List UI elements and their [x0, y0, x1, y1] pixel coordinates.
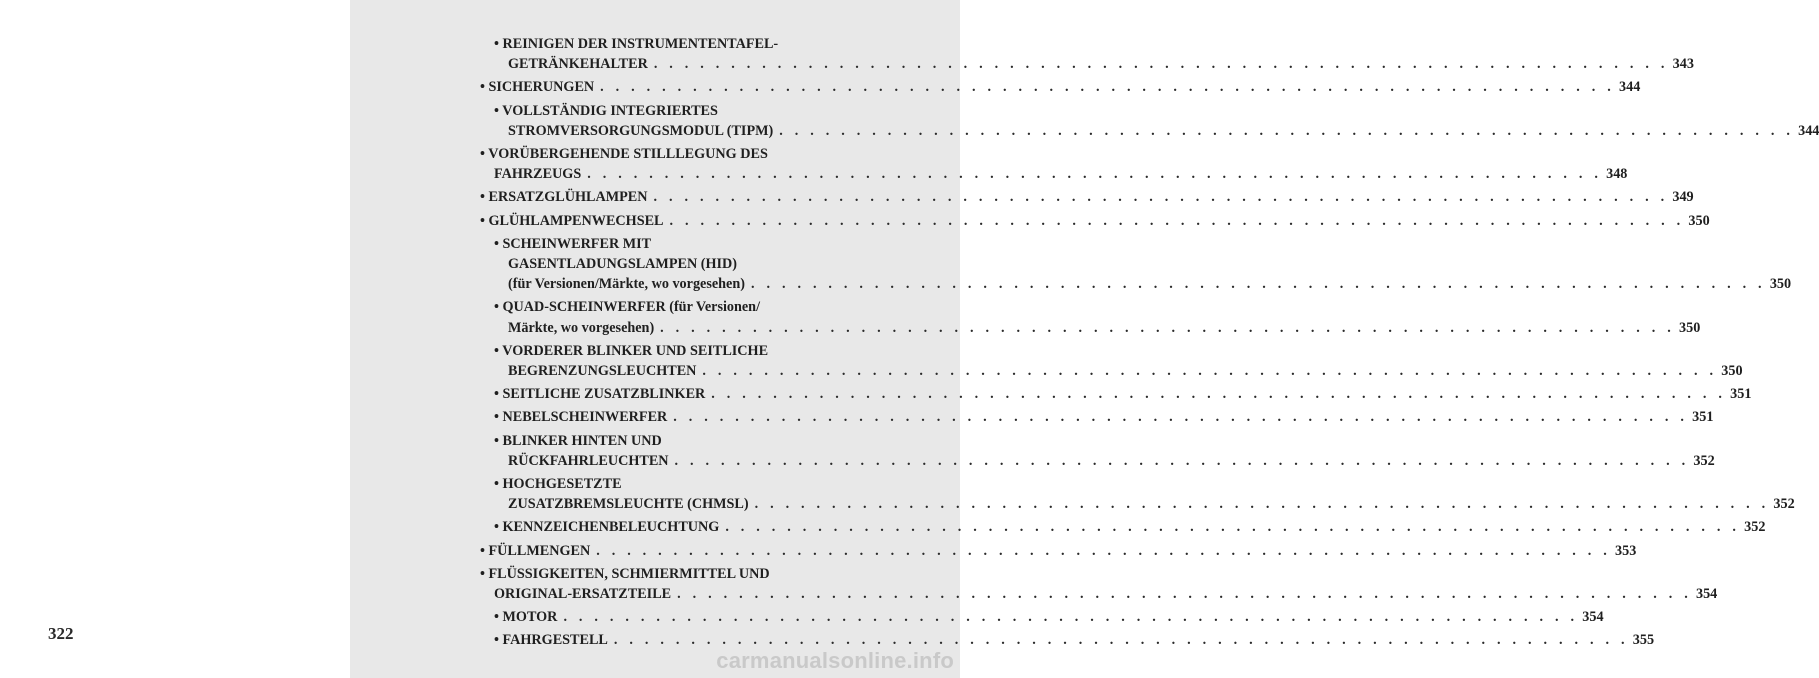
toc-entry — [494, 431, 1715, 471]
toc-page-number: 344 — [1798, 122, 1819, 139]
dot-leader: . . . . . . . . . . . . . . . . . . . . . . . . . . . . . . . . . . . . . . . . . . . . . . . . . . . . . . . . . . . . . . . . . . — [587, 166, 1603, 183]
dot-leader: . . . . . . . . . . . . . . . . . . . . . . . . . . . . . . . . . . . . . . . . . . . . . . . . . . . . . . . . . . . . . . . . . . — [750, 276, 1766, 293]
toc-entry-title: • FAHRGESTELL — [494, 632, 608, 649]
watermark: carmanualsonline.info — [716, 648, 954, 673]
table-of-contents — [480, 34, 1819, 654]
dot-leader: . . . . . . . . . . . . . . . . . . . . . . . . . . . . . . . . . . . . . . . . . . . . . . . . . . . . . . . . . . . . . . . . . . — [653, 189, 1669, 206]
toc-page-number: 348 — [1606, 166, 1628, 183]
dot-leader: . . . . . . . . . . . . . . . . . . . . . . . . . . . . . . . . . . . . . . . . . . . . . . . . . . . . . . . . . . . . . . . . . . — [702, 363, 1718, 380]
toc-entry-title: • MOTOR — [494, 609, 558, 626]
dot-leader: . . . . . . . . . . . . . . . . . . . . . . . . . . . . . . . . . . . . . . . . . . . . . . . . . . . . . . . . . . . . . . . . . . — [677, 586, 1692, 603]
toc-entry-title: GETRÄNKEHALTER — [508, 56, 648, 73]
toc-entry — [494, 101, 1819, 141]
toc-entry-last-line — [494, 451, 1715, 471]
toc-entry — [480, 187, 1694, 207]
toc-entry-last-line — [494, 361, 1743, 381]
toc-page-number: 352 — [1773, 496, 1795, 513]
dot-leader: . . . . . . . . . . . . . . . . . . . . . . . . . . . . . . . . . . . . . . . . . . . . . . . . . . . . . . . . . . . . . . . . . . — [653, 56, 1669, 73]
toc-page-number: 350 — [1769, 276, 1792, 293]
toc-entry — [494, 474, 1795, 514]
dot-leader: . . . . . . . . . . . . . . . . . . . . . . . . . . . . . . . . . . . . . . . . . . . . . . . . . . . . . . . . . . . . . . . . . . — [669, 212, 1685, 229]
page-number: 322 — [48, 624, 74, 643]
toc-entry-last-line — [494, 274, 1792, 294]
toc-entry-last-line — [480, 164, 1628, 184]
toc-entry-title: • ERSATZGLÜHLAMPEN — [480, 189, 648, 206]
toc-entry — [494, 384, 1752, 404]
toc-page-number: 352 — [1744, 519, 1766, 536]
toc-entry-title: ORIGINAL-ERSATZTEILE — [494, 586, 672, 603]
toc-entry-last-line — [480, 187, 1694, 207]
toc-entry — [480, 564, 1718, 604]
toc-entry-line: • VORDERER BLINKER UND SEITLICHE — [494, 342, 769, 359]
toc-entry-title: • SEITLICHE ZUSATZBLINKER — [494, 386, 706, 403]
toc-entry-last-line — [494, 607, 1604, 627]
dot-leader: . . . . . . . . . . . . . . . . . . . . . . . . . . . . . . . . . . . . . . . . . . . . . . . . . . . . . . . . . . . . . . . . . . — [711, 386, 1727, 403]
toc-entry — [494, 607, 1604, 627]
toc-entry-line: • BLINKER HINTEN UND — [494, 432, 662, 449]
toc-entry-line: • VORÜBERGEHENDE STILLLEGUNG DES — [480, 146, 768, 163]
toc-entry-last-line — [494, 318, 1701, 338]
toc-page-number: 350 — [1679, 319, 1701, 336]
left-page — [0, 0, 350, 678]
toc-entry — [480, 211, 1710, 231]
toc-page-number: 354 — [1695, 586, 1718, 603]
toc-entry — [494, 234, 1792, 295]
toc-page-number: 350 — [1688, 212, 1710, 229]
dot-leader: . . . . . . . . . . . . . . . . . . . . . . . . . . . . . . . . . . . . . . . . . . . . . . . . . . . . . . . . . . . . . . . . . . — [673, 409, 1689, 426]
toc-entry-last-line — [494, 494, 1795, 514]
dot-leader: . . . . . . . . . . . . . . . . . . . . . . . . . . . . . . . . . . . . . . . . . . . . . . . . . . . . . . . . . . . . . . . . . . — [674, 452, 1690, 469]
toc-entry-title: • GLÜHLAMPENWECHSEL — [480, 212, 664, 229]
toc-entry-title: STROMVERSORGUNGSMODUL (TIPM) — [508, 122, 774, 139]
dot-leader: . . . . . . . . . . . . . . . . . . . . . . . . . . . . . . . . . . . . . . . . . . . . . . . . . . . . . . . . . . . . . . . . . . — [725, 519, 1741, 536]
toc-entry-line: • REINIGEN DER INSTRUMENTENTAFEL- — [494, 36, 779, 52]
toc-entry — [494, 407, 1714, 427]
toc-entry-title: • NEBELSCHEINWERFER — [494, 409, 668, 426]
toc-entry-line: GASENTLADUNGSLAMPEN (HID) — [508, 256, 737, 273]
toc-page-number: 354 — [1582, 609, 1604, 626]
toc-entry-line: • SCHEINWERFER MIT — [494, 235, 652, 252]
toc-page-number: 355 — [1632, 632, 1655, 649]
toc-entry-last-line — [480, 211, 1710, 231]
toc-entry-line: • FLÜSSIGKEITEN, SCHMIERMITTEL UND — [480, 565, 770, 582]
toc-page-number: 344 — [1619, 79, 1641, 96]
toc-entry-title: RÜCKFAHRLEUCHTEN — [508, 452, 669, 469]
toc-entry — [480, 144, 1628, 184]
toc-page-number: 349 — [1672, 189, 1694, 206]
toc-entry-title: BEGRENZUNGSLEUCHTEN — [508, 363, 697, 380]
toc-entry-last-line — [494, 384, 1752, 404]
toc-page-number: 351 — [1692, 409, 1714, 426]
toc-entry-line: • VOLLSTÄNDIG INTEGRIERTES — [494, 102, 718, 119]
toc-page-number: 350 — [1721, 363, 1743, 380]
toc-entry-last-line — [494, 121, 1819, 141]
toc-entry-last-line — [480, 77, 1641, 97]
toc-entry-title: • SICHERUNGEN — [480, 79, 595, 96]
toc-entry-last-line — [494, 54, 1694, 74]
dot-leader: . . . . . . . . . . . . . . . . . . . . . . . . . . . . . . . . . . . . . . . . . . . . . . . . . . . . . . . . . . . . . . . . . . — [563, 609, 1579, 626]
toc-entry — [494, 341, 1743, 381]
toc-entry-last-line — [480, 584, 1718, 604]
dot-leader: . . . . . . . . . . . . . . . . . . . . . . . . . . . . . . . . . . . . . . . . . . . . . . . . . . . . . . . . . . . . . . . . . . — [600, 79, 1615, 96]
dot-leader: . . . . . . . . . . . . . . . . . . . . . . . . . . . . . . . . . . . . . . . . . . . . . . . . . . . . . . . . . . . . . . . . . . — [596, 542, 1612, 559]
toc-entry-title: ZUSATZBREMSLEUCHTE (CHMSL) — [508, 496, 749, 513]
dot-leader: . . . . . . . . . . . . . . . . . . . . . . . . . . . . . . . . . . . . . . . . . . . . . . . . . . . . . . . . . . . . . . . . . . — [754, 496, 1770, 513]
toc-entry — [480, 541, 1637, 561]
toc-entry-last-line — [480, 541, 1637, 561]
toc-entry-title: • FÜLLMENGEN — [480, 542, 591, 559]
toc-entry-title: • KENNZEICHENBELEUCHTUNG — [494, 519, 720, 536]
toc-entry — [480, 77, 1641, 97]
toc-page-number: 353 — [1615, 542, 1637, 559]
toc-page-number: 352 — [1693, 452, 1715, 469]
toc-entry — [494, 517, 1766, 537]
toc-page-number: 343 — [1672, 56, 1694, 73]
toc-entry-title: (für Versionen/Märkte, wo vorgesehen) — [508, 276, 745, 293]
toc-entry-title: FAHRZEUGS — [494, 166, 582, 183]
toc-entry-last-line — [494, 407, 1714, 427]
toc-entry — [494, 297, 1701, 337]
toc-entry — [494, 34, 1694, 74]
toc-page-number: 351 — [1730, 386, 1752, 403]
toc-entry-last-line — [494, 517, 1766, 537]
toc-entry-line: • QUAD-SCHEINWERFER (für Versionen/ — [494, 299, 761, 316]
toc-entry-line: • HOCHGESETZTE — [494, 476, 622, 493]
dot-leader: . . . . . . . . . . . . . . . . . . . . . . . . . . . . . . . . . . . . . . . . . . . . . . . . . . . . . . . . . . . . . . . . . . — [660, 319, 1676, 336]
toc-entry-title: Märkte, wo vorgesehen) — [508, 319, 655, 336]
dot-leader: . . . . . . . . . . . . . . . . . . . . . . . . . . . . . . . . . . . . . . . . . . . . . . . . . . . . . . . . . . . . . . . . . . — [613, 632, 1629, 649]
dot-leader: . . . . . . . . . . . . . . . . . . . . . . . . . . . . . . . . . . . . . . . . . . . . . . . . . . . . . . . . . . . . . . . . . . — [779, 122, 1795, 139]
